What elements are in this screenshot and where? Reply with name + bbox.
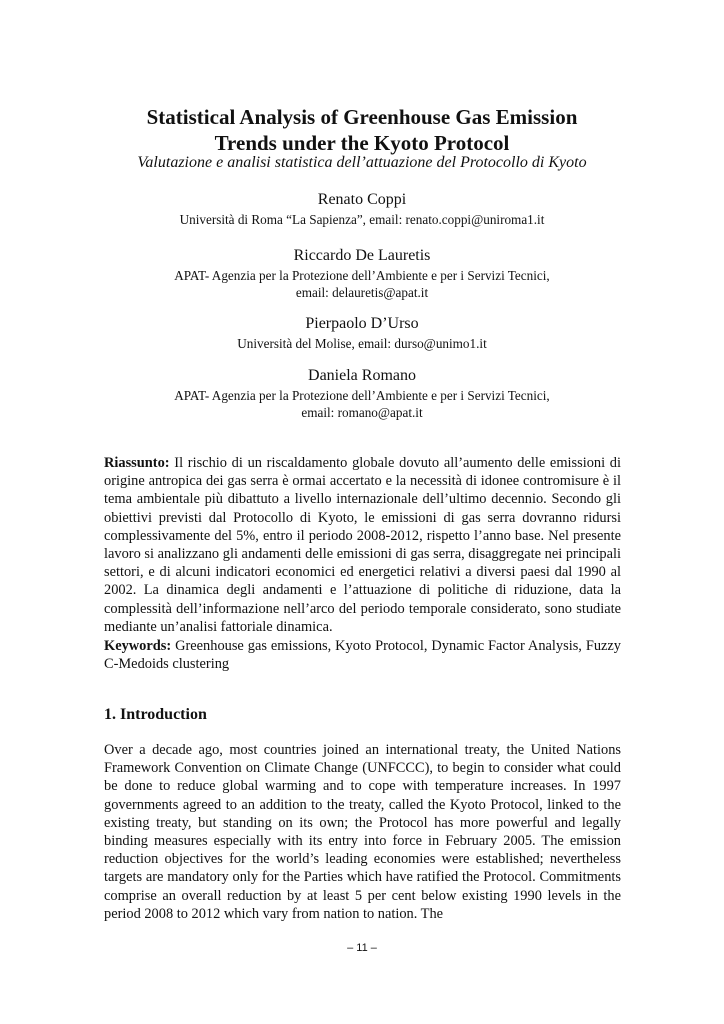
section-title: Introduction bbox=[120, 706, 207, 723]
title-line-2: Trends under the Kyoto Protocol bbox=[214, 131, 510, 155]
introduction-paragraph: Over a decade ago, most countries joined an international treaty, the United Nations Framework Convention on Climate Change (UNFCCC), to begin to consider what could be done to reduce global warming and to cope with temperature increases. In 1997 governments agreed to an addition to the treaty, called the Kyoto Protocol, linked to the existing treaty, but standing on its own; the Protocol has more powerful and legally binding measures especially with its entry into force in February 2005. The emission reduction objectives for the world’s leading economies were established; nevertheless targets are mandatory only for the Parties which have ratified the Protocol. Commitments comprise an overall reduction by at least 5 per cent below existing 1990 levels in the period 2008 to 2012 which vary from nation to nation. The bbox=[104, 742, 621, 922]
section-heading bbox=[104, 705, 211, 725]
author-email: email: delauretis@apat.it bbox=[295, 285, 429, 300]
author-name: Renato Coppi bbox=[317, 191, 407, 208]
paper-title bbox=[60, 104, 664, 156]
author-affiliation: APAT- Agenzia per la Protezione dell’Ambiente e per i Servizi Tecnici, bbox=[174, 268, 550, 283]
author-name: Pierpaolo D’Urso bbox=[305, 315, 419, 332]
page-number: – 11 – bbox=[347, 942, 377, 954]
title-line-1: Statistical Analysis of Greenhouse Gas Emission bbox=[146, 105, 578, 129]
keywords-text: Greenhouse gas emissions, Kyoto Protocol, Dynamic Factor Analysis, Fuzzy C-Medoids clustering bbox=[104, 638, 621, 673]
author-email: email: romano@apat.it bbox=[301, 405, 423, 420]
abstract-paragraph bbox=[104, 454, 621, 636]
abstract-label: Riassunto: bbox=[104, 455, 170, 471]
author-name: Riccardo De Lauretis bbox=[293, 247, 431, 264]
paper-subtitle: Valutazione e analisi statistica dell’attuazione del Protocollo di Kyoto bbox=[137, 154, 587, 171]
keywords-paragraph bbox=[104, 637, 621, 673]
author-block bbox=[60, 314, 664, 352]
author-affiliation: Università del Molise, email: durso@unimo1.it bbox=[237, 336, 487, 351]
author-affiliation: APAT- Agenzia per la Protezione dell’Ambiente e per i Servizi Tecnici, bbox=[174, 388, 550, 403]
author-block bbox=[60, 190, 664, 228]
section-number: 1. bbox=[104, 706, 116, 723]
abstract-text: Il rischio di un riscaldamento globale dovuto all’aumento delle emissioni di origine antropica dei gas serra è ormai accertato e la necessità di idonee contromisure è il tema ambientale più dibattuto a livello internazionale dell’ultimo decennio. Secondo gli obiettivi previsti dal Protocollo di Kyoto, le emissioni di gas serra dovranno ridursi complessivamente del 5%, entro il periodo 2008-2012, rispetto l’anno base. Nel presente lavoro si analizzano gli andamenti delle emissioni di gas serra, disaggregate nei principali settori, e di alcuni indicatori economici ed energetici relativi a diversi paesi dal 1990 al 2002. La dinamica degli andamenti e l’attuazione di politiche di riduzione, data la complessità dell’informazione nell’arco del periodo temporale considerato, sono studiate mediante un’analisi fattoriale dinamica. bbox=[104, 455, 621, 635]
keywords-label: Keywords: bbox=[104, 638, 172, 654]
author-affiliation: Università di Roma “La Sapienza”, email: renato.coppi@uniroma1.it bbox=[179, 212, 545, 227]
author-name: Daniela Romano bbox=[308, 367, 416, 384]
author-block bbox=[60, 366, 664, 421]
author-block bbox=[60, 246, 664, 301]
